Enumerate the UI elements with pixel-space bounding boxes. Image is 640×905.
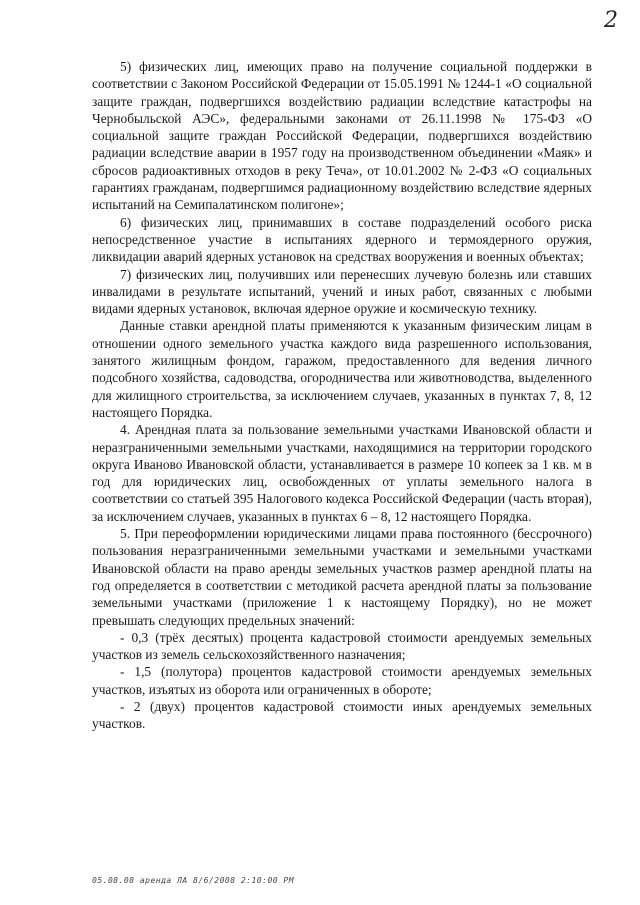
limit-item-0-3: - 0,3 (трёх десятых) процента кадастровой стоимости арендуемых земельных участков из земель сельскохозяйственного назначения; bbox=[92, 629, 592, 663]
limit-item-2: - 2 (двух) процентов кадастровой стоимости иных арендуемых земельных участков. bbox=[92, 698, 592, 732]
paragraph-rates-note: Данные ставки арендной платы применяются к указанным физическим лицам в отношении одного земельного участка каждого вида разрешенного использования, занятого жилищным фондом, гаражом, предоставленного для ведения личного подсобного хозяйства, садоводства, огородничества или животноводства, выделенного для жилищного строительства, за исключением случаев, указанных в пунктах 7, 8, 12 настоящего Порядка. bbox=[92, 318, 592, 420]
limit-item-1-5: - 1,5 (полутора) процентов кадастровой стоимости арендуемых земельных участков, изъятых из оборота или ограниченных в обороте; bbox=[92, 664, 592, 697]
paragraph-item-6: 6) физических лиц, принимавших в составе подразделений особого риска непосредственное участие в испытаниях ядерного и термоядерного оружия, ликвидации аварий ядерных установок на средствах вооружения и военных объектах; bbox=[92, 214, 592, 265]
document-footer: 05.08.08 аренда ЛА 8/6/2008 2:10:00 PM bbox=[92, 876, 295, 885]
paragraph-item-5: 5) физических лиц, имеющих право на получение социальной поддержки в соответствии с Законом Российской Федерации от 15.05.1991 № 1244-1 «О социальной защите граждан, подвергшихся воздействию радиации вследствие катастрофы на Чернобыльской АЭС», федеральными законами от 26.11.1998 № 175-ФЗ «О социальной защите граждан Российской Федерации, подвергшихся воздействию радиации вследствие аварии в 1957 году на производственном объединении «Маяк» и сбросов радиоактивных отходов в реку Теча», от 10.01.2002 № 2-ФЗ «О социальных гарантиях гражданам, подвергшимся радиационному воздействию вследствие ядерных испытаний на Семипалатинском полигоне»; bbox=[92, 59, 592, 213]
paragraph-item-7: 7) физических лиц, получивших или перенесших лучевую болезнь или ставших инвалидами в результате испытаний, учений и иных работ, связанных с любыми видами ядерных установок, включая ядерное оружие и космическую технику. bbox=[92, 266, 592, 317]
page-number: 2 bbox=[604, 8, 618, 33]
document-body bbox=[92, 58, 592, 733]
paragraph-section-4: 4. Арендная плата за пользование земельными участками Ивановской области и неразграниченными земельными участками, находящимися на территории городского округа Иваново Ивановской области, устанавливается в размере 10 копеек за 1 кв. м в год для юридических лиц, освобожденных от уплаты земельного налога в соответствии со статьей 395 Налогового кодекса Российской Федерации (часть вторая), за исключением случаев, указанных в пунктах 6 – 8, 12 настоящего Порядка. bbox=[92, 422, 592, 524]
paragraph-section-5: 5. При переоформлении юридическими лицами права постоянного (бессрочного) пользования неразграниченными земельными участками и земельными участками Ивановской области на право аренды земельных участков размер арендной платы на год определяется в соответствии с методикой расчета арендной платы за пользование земельными участками (приложение 1 к настоящему Порядку), но не может превышать следующих предельных значений: bbox=[92, 526, 592, 628]
